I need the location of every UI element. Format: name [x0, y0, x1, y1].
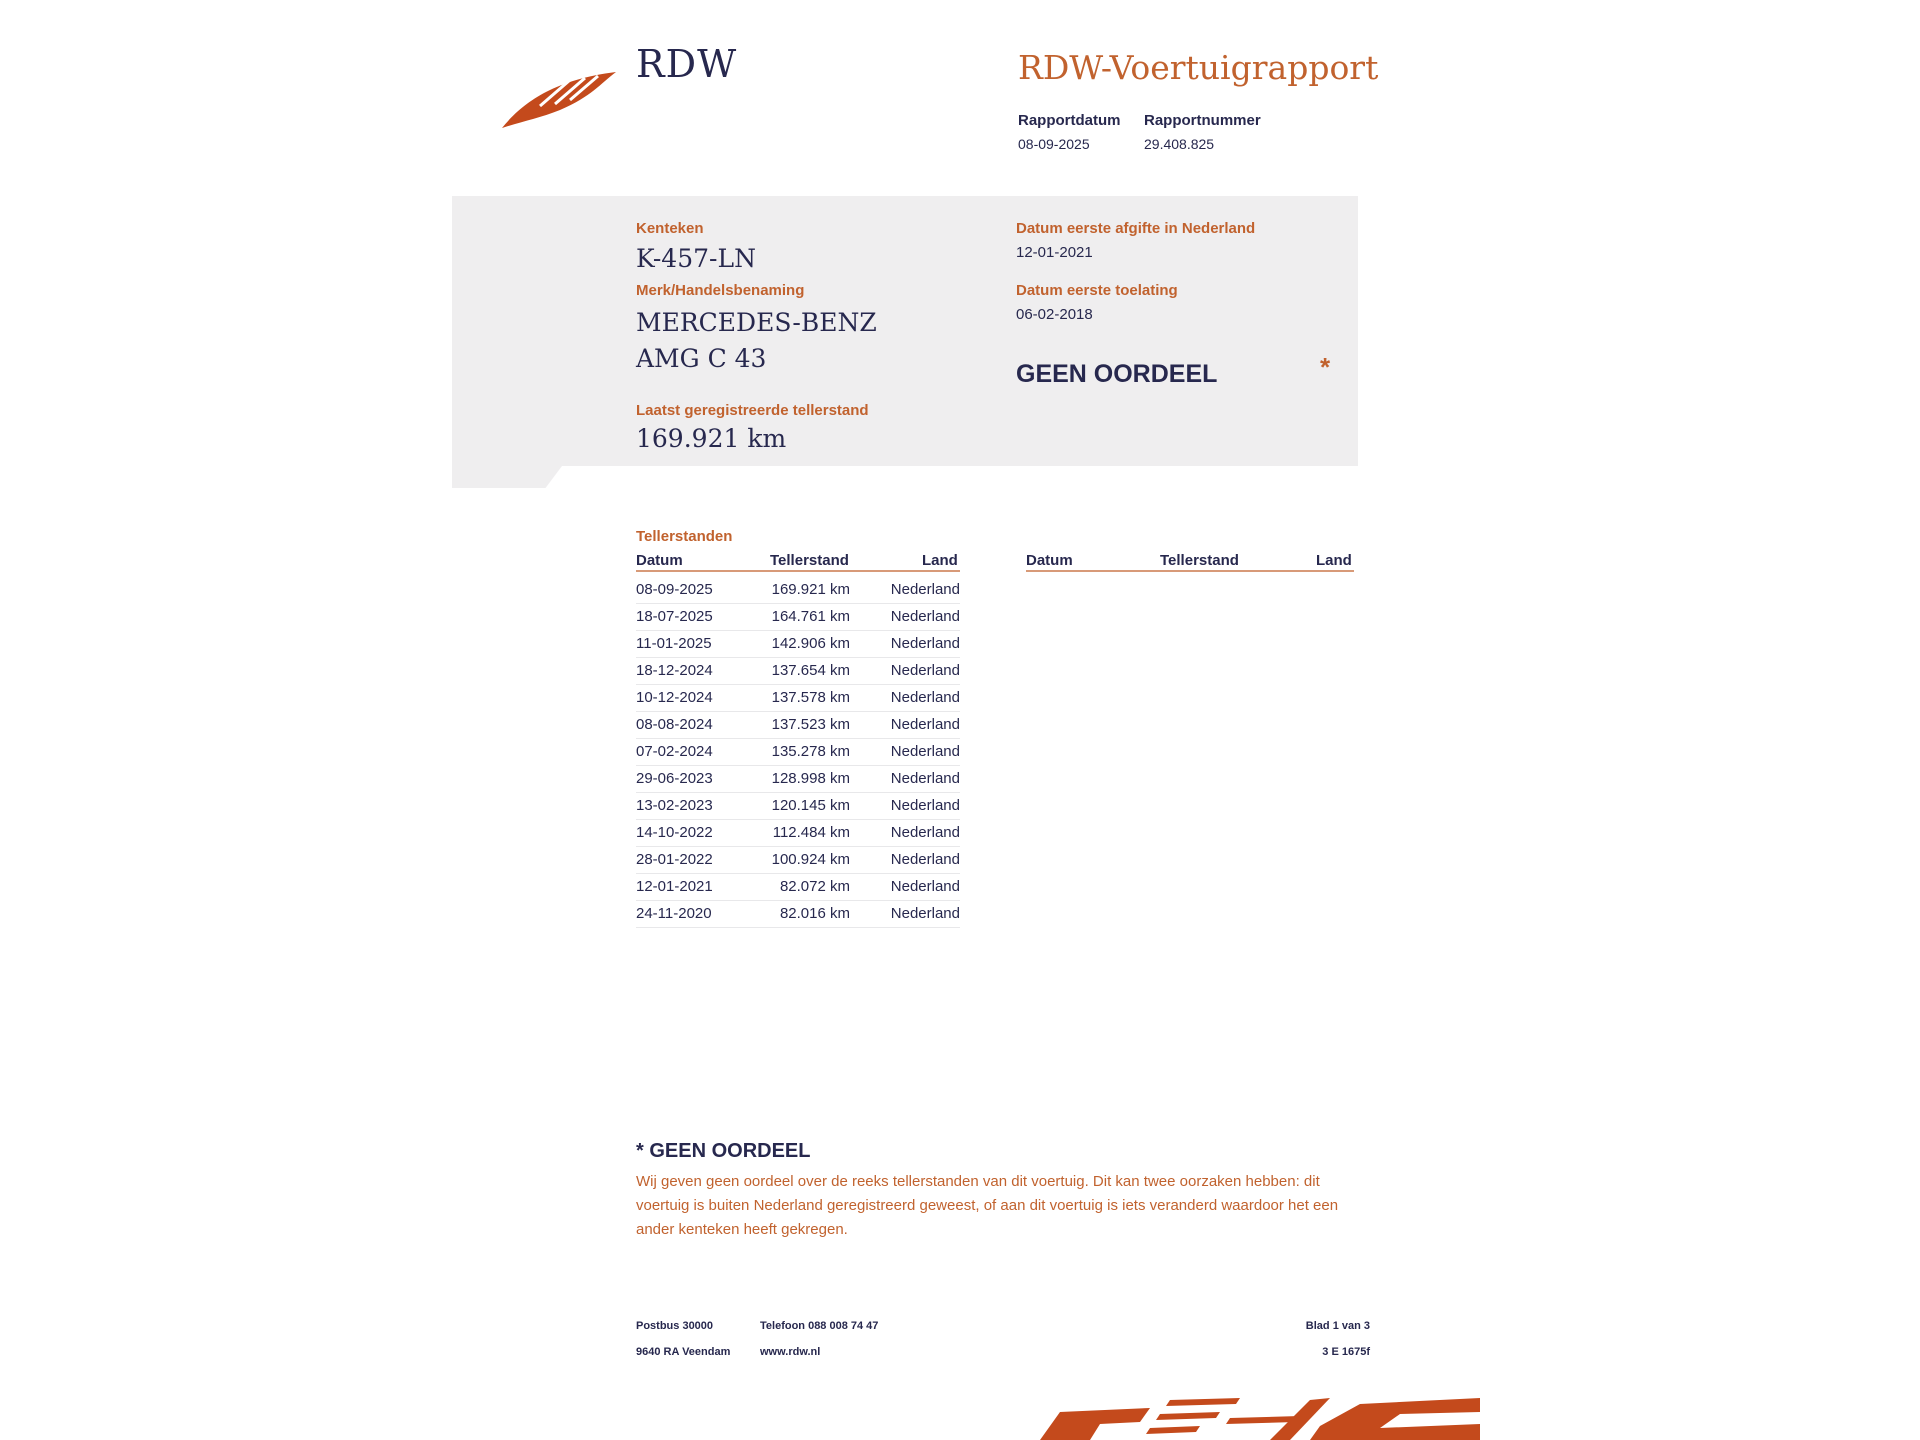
col-header-date: Datum — [636, 552, 683, 569]
row-date: 13-02-2023 — [636, 797, 713, 814]
row-reading: 169.921 km — [771, 581, 850, 598]
row-date: 18-07-2025 — [636, 608, 713, 625]
table-row — [636, 576, 960, 604]
footer-website: www.rdw.nl — [760, 1346, 821, 1358]
row-reading: 128.998 km — [771, 770, 850, 787]
row-country: Nederland — [890, 824, 960, 841]
row-date: 14-10-2022 — [636, 824, 713, 841]
row-country: Nederland — [890, 905, 960, 922]
footer-address-line1: Postbus 30000 — [636, 1320, 714, 1332]
report-date-label: Rapportdatum — [1018, 112, 1121, 129]
report-date: 08-09-2025 — [1018, 136, 1090, 152]
row-country: Nederland — [890, 743, 960, 760]
row-reading: 120.145 km — [771, 797, 850, 814]
row-country: Nederland — [890, 797, 960, 814]
panel-tab-decoration — [452, 466, 562, 488]
col-header-country: Land — [922, 552, 958, 569]
row-reading: 142.906 km — [771, 635, 850, 652]
odometer-table-title: Tellerstanden — [636, 528, 733, 545]
table-row — [636, 603, 960, 631]
make-value: MERCEDES-BENZ — [636, 308, 877, 337]
col2-header-reading: Tellerstand — [1160, 552, 1239, 569]
first-admission-label: Datum eerste toelating — [1016, 282, 1178, 299]
table-row — [636, 846, 960, 874]
footer-address-line2: 9640 RA Veendam — [636, 1346, 731, 1358]
verdict-asterisk: * — [1320, 352, 1331, 382]
plate-value: K-457-LN — [636, 244, 756, 273]
row-country: Nederland — [890, 689, 960, 706]
report-title: RDW-Voertuigrapport — [1018, 48, 1379, 87]
row-country: Nederland — [890, 716, 960, 733]
footnote-text: Wij geven geen oordeel over de reeks tellerstanden van dit voertuig. Dit kan twee oorzaken hebben: dit voertuig is buiten Nederland geregistreerd geweest, of aan dit voertuig is iets veranderd waardoor het een ander kenteken heeft gekregen. — [636, 1173, 1339, 1238]
row-reading: 137.523 km — [771, 716, 850, 733]
row-reading: 135.278 km — [771, 743, 850, 760]
col-header-reading: Tellerstand — [770, 552, 849, 569]
row-reading: 82.072 km — [779, 878, 850, 895]
footer-phone: Telefoon 088 008 74 47 — [760, 1320, 879, 1332]
row-date: 29-06-2023 — [636, 770, 713, 787]
report-number-label: Rapportnummer — [1144, 112, 1261, 129]
row-reading: 137.654 km — [771, 662, 850, 679]
col2-header-date: Datum — [1026, 552, 1073, 569]
first-nl-value: 12-01-2021 — [1016, 244, 1093, 261]
footer-page-number: Blad 1 van 3 — [1305, 1320, 1370, 1332]
make-label: Merk/Handelsbenaming — [636, 282, 805, 299]
first-nl-label: Datum eerste afgifte in Nederland — [1016, 220, 1256, 237]
table-row — [636, 765, 960, 793]
col2-header-country: Land — [1316, 552, 1352, 569]
table-row — [636, 873, 960, 901]
table-row — [636, 792, 960, 820]
odometer-label: Laatst geregistreerde tellerstand — [636, 402, 869, 419]
table-header-rule — [636, 570, 960, 572]
row-date: 24-11-2020 — [636, 905, 712, 922]
row-country: Nederland — [890, 608, 960, 625]
brand-name: RDW — [636, 42, 738, 86]
row-date: 12-01-2021 — [636, 878, 713, 895]
row-date: 08-08-2024 — [636, 716, 713, 733]
table2-header-rule — [1026, 570, 1354, 572]
row-country: Nederland — [890, 635, 960, 652]
footnote-title: * GEEN OORDEEL — [636, 1140, 811, 1162]
row-reading: 164.761 km — [771, 608, 850, 625]
model-value: AMG C 43 — [636, 344, 767, 373]
row-country: Nederland — [890, 662, 960, 679]
table-row — [636, 738, 960, 766]
table-row — [636, 630, 960, 658]
table-row — [636, 900, 960, 928]
table-row — [636, 819, 960, 847]
footer-document-code: 3 E 1675f — [1322, 1346, 1370, 1358]
row-country: Nederland — [890, 581, 960, 598]
decorative-stripes-icon — [1040, 1398, 1480, 1440]
verdict-text: GEEN OORDEEL — [1016, 360, 1218, 388]
row-date: 11-01-2025 — [636, 635, 712, 652]
table-row — [636, 684, 960, 712]
row-date: 07-02-2024 — [636, 743, 713, 760]
row-date: 10-12-2024 — [636, 689, 713, 706]
report-number: 29.408.825 — [1144, 136, 1215, 152]
rdw-logo-icon — [500, 66, 618, 130]
plate-label: Kenteken — [636, 220, 704, 237]
table-row — [636, 711, 960, 739]
first-admission-value: 06-02-2018 — [1016, 306, 1093, 323]
table-row — [636, 657, 960, 685]
row-date: 18-12-2024 — [636, 662, 713, 679]
row-country: Nederland — [890, 851, 960, 868]
row-reading: 112.484 km — [772, 824, 850, 841]
odometer-value: 169.921 km — [636, 424, 787, 453]
row-date: 28-01-2022 — [636, 851, 713, 868]
row-reading: 100.924 km — [771, 851, 850, 868]
row-reading: 82.016 km — [779, 905, 850, 922]
row-date: 08-09-2025 — [636, 581, 713, 598]
row-country: Nederland — [890, 878, 960, 895]
row-reading: 137.578 km — [771, 689, 850, 706]
row-country: Nederland — [890, 770, 960, 787]
